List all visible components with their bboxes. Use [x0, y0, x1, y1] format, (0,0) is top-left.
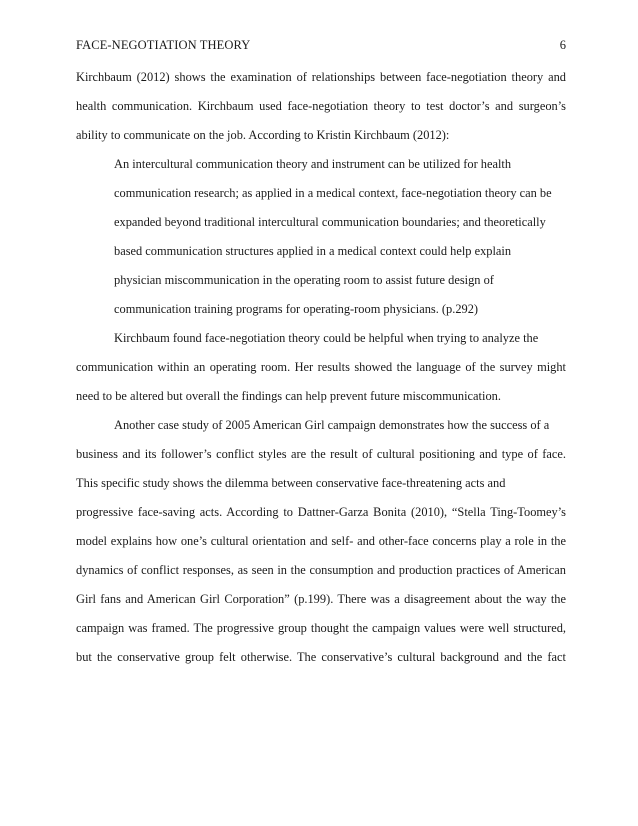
- page-number: 6: [559, 38, 566, 52]
- text-line: Kirchbaum (2012) shows the examination of relationships between face-negotiation theory and: [76, 70, 566, 84]
- paragraph-1: [76, 63, 566, 150]
- quote-line: expanded beyond traditional intercultural communication boundaries; and theoretically: [114, 215, 546, 229]
- text-line: This specific study shows the dilemma between conservative face-threatening acts and: [76, 476, 506, 490]
- quote-line: An intercultural communication theory and instrument can be utilized for health: [114, 157, 512, 171]
- text-line: communication within an operating room. Her results showed the language of the survey might: [76, 360, 566, 374]
- block-quote: [76, 150, 566, 324]
- quote-line: communication research; as applied in a medical context, face-negotiation theory can be: [114, 186, 552, 200]
- text-line: Kirchbaum found face-negotiation theory could be helpful when trying to analyze the: [114, 331, 539, 345]
- quote-line: based communication structures applied in a medical context could help explain: [114, 244, 512, 258]
- running-head: FACE-NEGOTIATION THEORY: [76, 38, 251, 52]
- text-line: but the conservative group felt otherwise. The conservative’s cultural background and the fact: [76, 650, 566, 664]
- quote-line: communication training programs for operating-room physicians. (p.292): [114, 302, 479, 316]
- text-line: business and its follower’s conflict styles are the result of cultural positioning and type of face.: [76, 447, 566, 461]
- paragraph-3: [76, 411, 566, 672]
- paragraph-2: [76, 324, 566, 411]
- text-line: dynamics of conflict responses, as seen in the consumption and production practices of American: [76, 563, 566, 577]
- body-text: [76, 63, 566, 672]
- page-header: [76, 36, 566, 54]
- text-line: need to be altered but overall the findings can help prevent future miscommunication.: [76, 389, 501, 403]
- text-line: Girl fans and American Girl Corporation” (p.199). There was a disagreement about the way the: [76, 592, 566, 606]
- text-line: progressive face-saving acts. According to Dattner-Garza Bonita (2010), “Stella Ting-Toomey’s: [76, 505, 566, 519]
- text-line: Another case study of 2005 American Girl campaign demonstrates how the success of a: [114, 418, 550, 432]
- text-line: ability to communicate on the job. According to Kristin Kirchbaum (2012):: [76, 128, 450, 142]
- quote-line: physician miscommunication in the operating room to assist future design of: [114, 273, 494, 287]
- text-line: health communication. Kirchbaum used face-negotiation theory to test doctor’s and surgeon’s: [76, 99, 566, 113]
- text-line: model explains how one’s cultural orientation and self- and other-face concerns play a role in the: [76, 534, 566, 548]
- text-line: campaign was framed. The progressive group thought the campaign values were well structured,: [76, 621, 566, 635]
